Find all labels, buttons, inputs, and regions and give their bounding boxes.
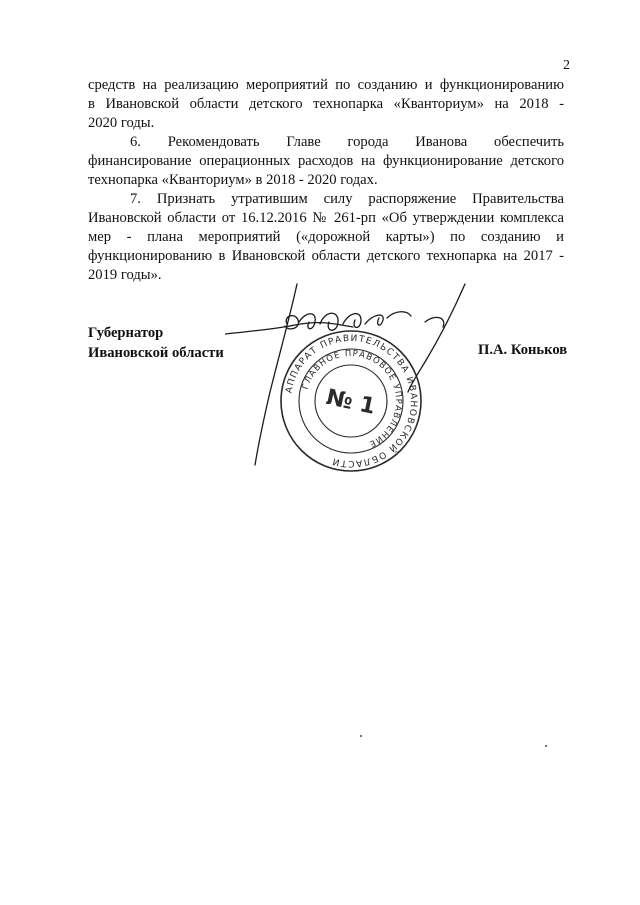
text-line: 7. Признать утратившим силу распоряжение Правительства (130, 191, 564, 207)
stamp-number: № 1 (323, 385, 378, 420)
page-number: 2 (563, 58, 570, 73)
scan-speck (360, 735, 362, 737)
text-line: средств на реализацию мероприятий по созданию и функционированию (88, 77, 564, 93)
text-line: функционированию в Ивановской области детского технопарка на 2017 - (88, 248, 564, 264)
stamp-inner-text: ГЛАВНОЕ ПРАВОВОЕ УПРАВЛЕНИЕ (300, 348, 404, 450)
text-line: финансирование операционных расходов на функционирование детского (88, 153, 564, 169)
handwritten-signature (225, 282, 475, 472)
text-line: технопарка «Кванториум» в 2018 - 2020 годах. (88, 172, 378, 188)
signatory-title-line: Губернатор (88, 325, 164, 341)
text-line: 2019 годы». (88, 267, 162, 283)
stamp-outer-text: АППАРАТ ПРАВИТЕЛЬСТВА ИВАНОВСКОЙ ОБЛАСТИ (284, 333, 419, 469)
signatory-name: П.А. Коньков (478, 342, 568, 358)
paragraph-continuation (88, 76, 564, 133)
document-body (88, 76, 564, 285)
text-line: мер - плана мероприятий («дорожной карты») по созданию и (88, 229, 564, 245)
text-line: 2020 годы. (88, 115, 155, 131)
text-line: Ивановской области от 16.12.2016 № 261-рп «Об утверждении комплекса (88, 210, 564, 226)
signatory-title-line: Ивановской области (88, 345, 224, 361)
paragraph-item-7 (88, 190, 564, 285)
signatory-title (88, 323, 224, 363)
text-line: 6. Рекомендовать Главе города Иванова обеспечить (130, 134, 564, 150)
paragraph-item-6 (88, 133, 564, 190)
text-line: в Ивановской области детского технопарка «Кванториум» на 2018 - (88, 96, 564, 112)
scan-speck (545, 745, 547, 747)
